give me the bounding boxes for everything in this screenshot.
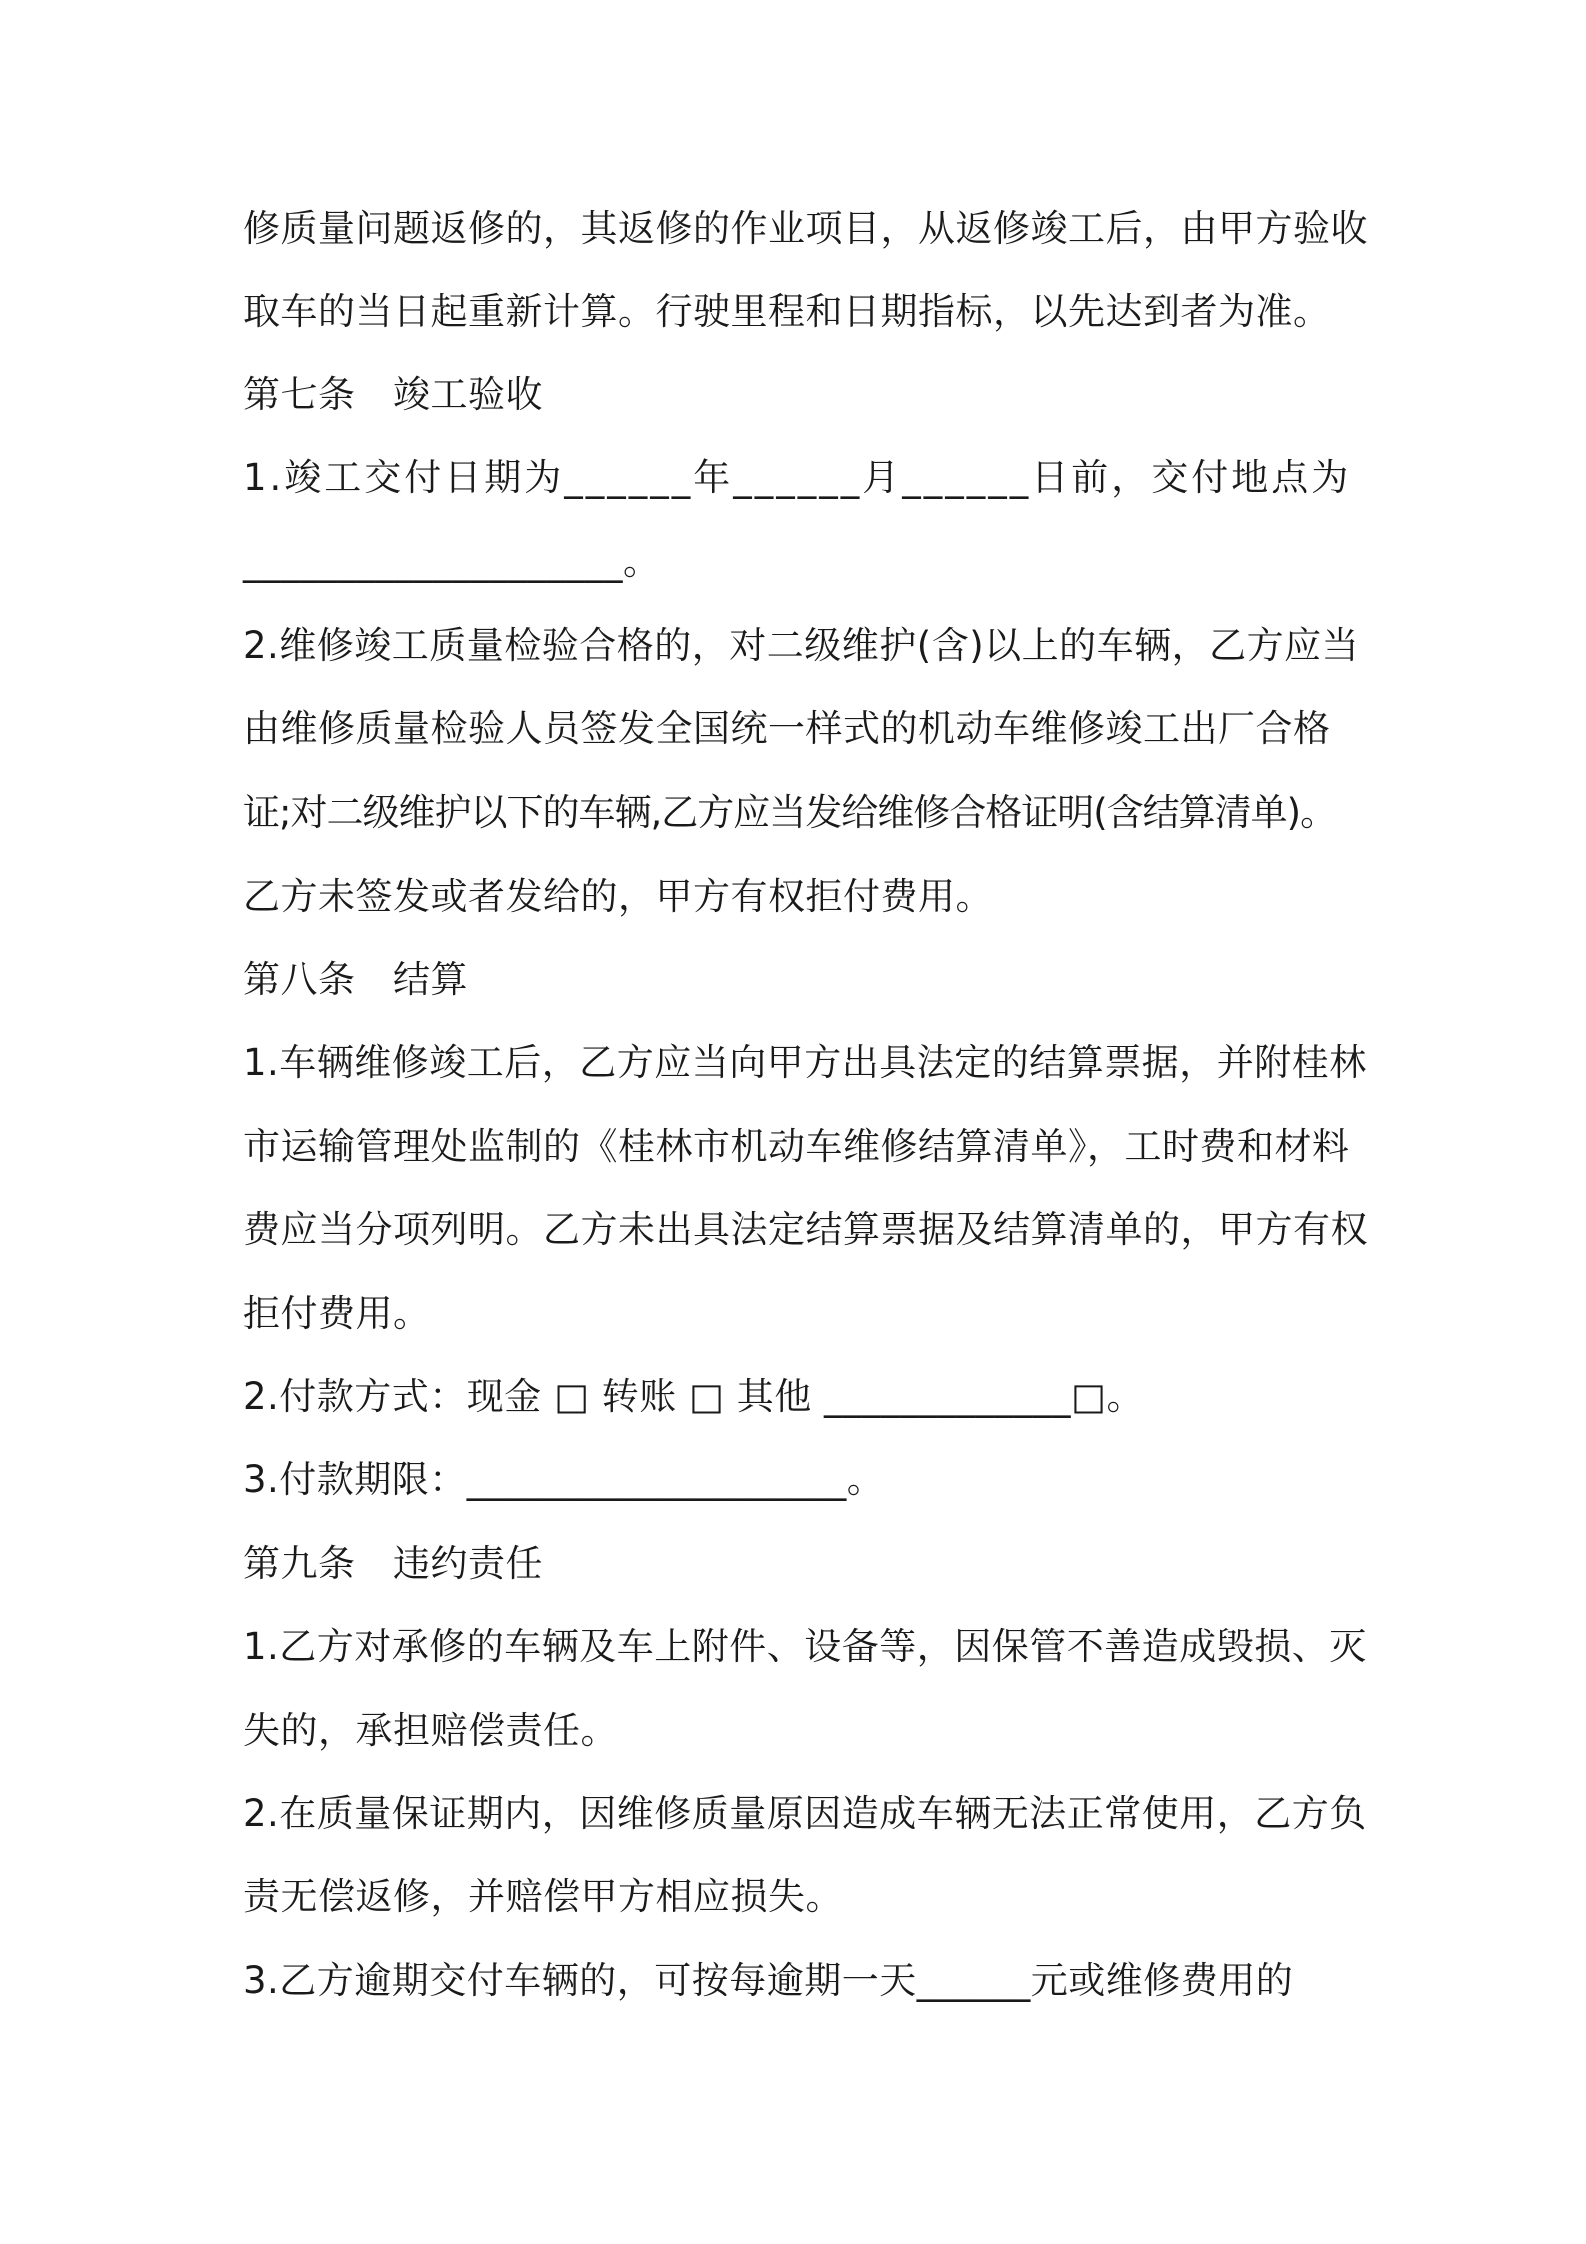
paragraph-line: 费应当分项列明。乙方未出具法定结算票据及结算清单的，甲方有权 (243, 1208, 1368, 1251)
section-heading-9: 第九条 违约责任 (243, 1542, 543, 1585)
paragraph-line: 由维修质量检验人员签发全国统一样式的机动车维修竣工出厂合格 (243, 707, 1331, 750)
paragraph-line: 修质量问题返修的，其返修的作业项目，从返修竣工后，由甲方验收 (243, 207, 1368, 250)
paragraph-line: 2.维修竣工质量检验合格的，对二级维护(含)以上的车辆，乙方应当 (243, 624, 1360, 667)
paragraph-line: 乙方未签发或者发给的，甲方有权拒付费用。 (243, 875, 993, 918)
blank-line: ____________________。 (243, 540, 661, 583)
paragraph-line: 拒付费用。 (243, 1292, 431, 1335)
paragraph-line: 1.车辆维修竣工后，乙方应当向甲方出具法定的结算票据，并附桂林 (243, 1041, 1367, 1084)
paragraph-line: 1.乙方对承修的车辆及车上附件、设备等，因保管不善造成毁损、灭 (243, 1625, 1367, 1668)
paragraph-line: 3.乙方逾期交付车辆的，可按每逾期一天______元或维修费用的 (243, 1959, 1294, 2002)
paragraph-line: 失的，承担赔偿责任。 (243, 1709, 618, 1752)
section-heading-7: 第七条 竣工验收 (243, 373, 543, 416)
section-heading-8: 第八条 结算 (243, 958, 468, 1001)
paragraph-line: 1.竣工交付日期为______年______月______日前，交付地点为 (243, 456, 1352, 499)
paragraph-line: 证;对二级维护以下的车辆,乙方应当发给维修合格证明(含结算清单)。 (243, 791, 1337, 834)
paragraph-line: 2.在质量保证期内，因维修质量原因造成车辆无法正常使用，乙方负 (243, 1792, 1367, 1835)
payment-method-line: 2.付款方式：现金 □ 转账 □ 其他 _____________□。 (243, 1375, 1144, 1418)
paragraph-line: 取车的当日起重新计算。行驶里程和日期指标，以先达到者为准。 (243, 290, 1331, 333)
payment-term-line: 3.付款期限：____________________。 (243, 1458, 885, 1501)
paragraph-line: 责无偿返修，并赔偿甲方相应损失。 (243, 1875, 843, 1918)
paragraph-line: 市运输管理处监制的《桂林市机动车维修结算清单》，工时费和材料 (243, 1125, 1350, 1168)
